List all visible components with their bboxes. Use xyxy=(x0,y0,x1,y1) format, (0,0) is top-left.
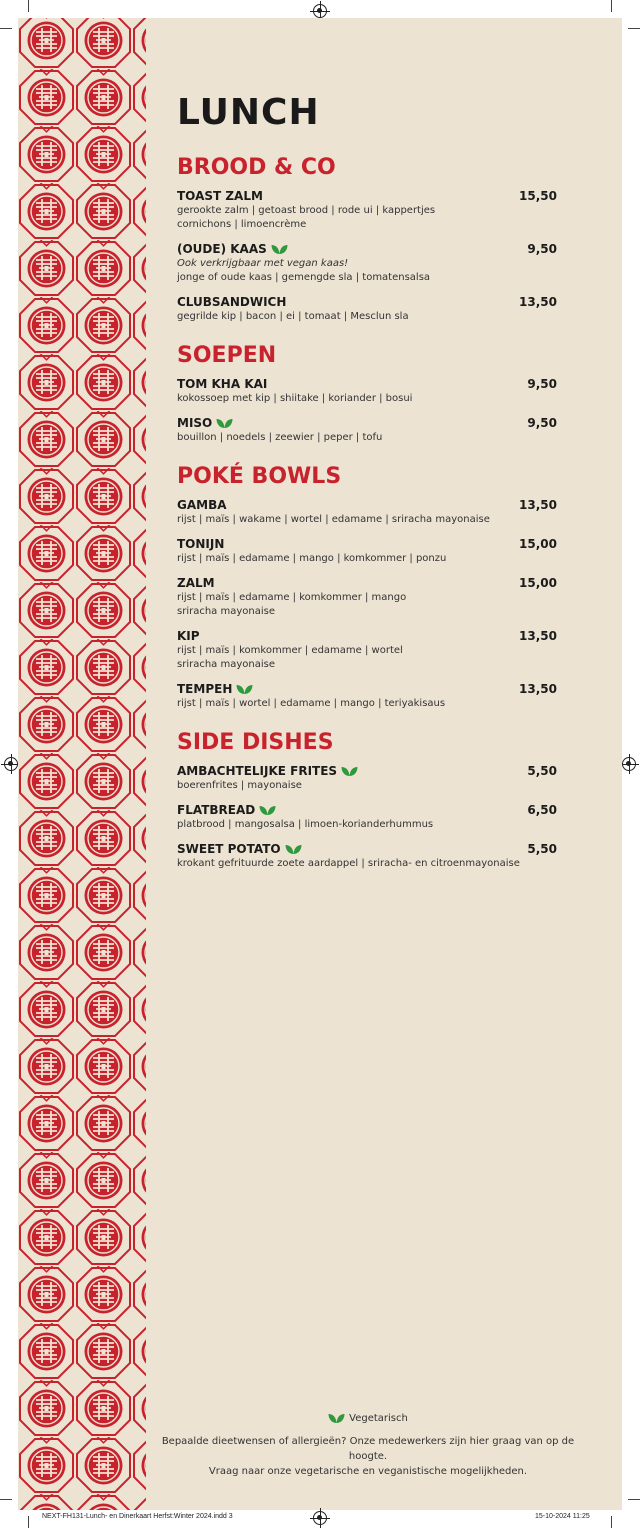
menu-item-description: rijst | maïs | wakame | wortel | edamame | sriracha mayonaise xyxy=(177,514,490,525)
menu-item-name xyxy=(177,536,224,552)
menu-item xyxy=(177,294,557,324)
leaf-icon xyxy=(216,418,233,429)
menu-item xyxy=(177,575,557,619)
section-title: POKÉ BOWLS xyxy=(177,464,342,489)
menu-item-description: rijst | maïs | komkommer | edamame | wortel xyxy=(177,645,403,656)
menu-item-description: platbrood | mangosalsa | limoen-korianderhummus xyxy=(177,819,434,830)
menu-item-name xyxy=(177,841,302,857)
menu-item-price: 6,50 xyxy=(527,803,557,817)
menu-page xyxy=(18,18,622,1510)
menu-item xyxy=(177,763,557,793)
menu-item-label: MISO xyxy=(177,416,213,430)
menu-item-price: 9,50 xyxy=(527,242,557,256)
menu-item-label: TEMPEH xyxy=(177,682,233,696)
registration-mark-icon xyxy=(313,1511,327,1525)
menu-item xyxy=(177,628,557,672)
menu-item-label: SWEET POTATO xyxy=(177,842,281,856)
registration-mark-icon xyxy=(313,4,327,18)
menu-item-price: 15,00 xyxy=(519,576,557,590)
menu-item-row xyxy=(177,841,557,857)
menu-item xyxy=(177,536,557,566)
menu-item-price: 13,50 xyxy=(519,295,557,309)
menu-item xyxy=(177,415,557,445)
menu-section xyxy=(177,154,557,324)
menu-item-price: 13,50 xyxy=(519,498,557,512)
menu-item-row xyxy=(177,802,557,818)
menu-item-description: rijst | maïs | edamame | komkommer | mango xyxy=(177,592,407,603)
menu-item-label: KIP xyxy=(177,629,200,643)
menu-item-description: gegrilde kip | bacon | ei | tomaat | Mesclun sla xyxy=(177,311,409,322)
section-title: SIDE DISHES xyxy=(177,730,334,755)
section-title: BROOD & CO xyxy=(177,155,336,180)
menu-item-row xyxy=(177,294,557,310)
menu-content xyxy=(177,90,557,880)
menu-item-description: jonge of oude kaas | gemengde sla | tomatensalsa xyxy=(177,272,431,283)
menu-item-name xyxy=(177,188,263,204)
menu-item-name xyxy=(177,763,358,779)
menu-item-description: gerookte zalm | getoast brood | rode ui | kappertjes xyxy=(177,205,436,216)
menu-item-description: rijst | maïs | edamame | mango | komkommer | ponzu xyxy=(177,553,447,564)
menu-item-label: TOM KHA KAI xyxy=(177,377,268,391)
menu-item-description: rijst | maïs | wortel | edamame | mango | teriyakisaus xyxy=(177,698,446,709)
menu-item xyxy=(177,376,557,406)
vegan-note: Vraag naar onze vegetarische en veganistische mogelijkheden. xyxy=(208,1466,528,1477)
crop-mark xyxy=(628,1499,640,1500)
menu-item-name xyxy=(177,802,276,818)
menu-item-label: TOAST ZALM xyxy=(177,189,263,203)
crop-mark xyxy=(611,0,612,12)
crop-mark xyxy=(628,28,640,29)
leaf-icon xyxy=(236,684,253,695)
slug-date: 15-10-2024 11:25 xyxy=(535,1513,590,1520)
menu-sections xyxy=(177,154,557,871)
menu-item-row xyxy=(177,415,557,431)
menu-item xyxy=(177,497,557,527)
menu-item-name xyxy=(177,497,227,513)
registration-mark-icon xyxy=(4,757,18,771)
menu-item-price: 15,50 xyxy=(519,189,557,203)
crop-mark xyxy=(611,1516,612,1528)
crop-mark xyxy=(28,1516,29,1528)
menu-item xyxy=(177,188,557,232)
menu-item-label: TONIJN xyxy=(177,537,225,551)
menu-section xyxy=(177,463,557,711)
menu-item-row xyxy=(177,575,557,591)
menu-item-row xyxy=(177,536,557,552)
leaf-icon xyxy=(271,244,288,255)
legend-label: Vegetarisch xyxy=(349,1413,408,1424)
menu-item-name xyxy=(177,294,286,310)
legend xyxy=(150,1411,586,1426)
menu-item-row xyxy=(177,681,557,697)
section-title: SOEPEN xyxy=(177,343,277,368)
leaf-icon xyxy=(328,1413,345,1424)
menu-item-label: GAMBA xyxy=(177,498,227,512)
page-title: LUNCH xyxy=(177,92,320,133)
menu-item-label: (OUDE) KAAS xyxy=(177,242,267,256)
menu-item-description: kokossoep met kip | shiitake | koriander | bosui xyxy=(177,393,413,404)
menu-item-name xyxy=(177,376,267,392)
menu-item-price: 13,50 xyxy=(519,629,557,643)
menu-item-price: 9,50 xyxy=(527,377,557,391)
menu-item-description: bouillon | noedels | zeewier | peper | tofu xyxy=(177,432,383,443)
slug-filename: NEXT-FH131-Lunch- en Dinerkaart Herfst:Winter 2024.indd 3 xyxy=(42,1513,233,1520)
crop-mark xyxy=(0,1499,12,1500)
menu-section xyxy=(177,342,557,445)
allergy-note: Bepaalde dieetwensen of allergieën? Onze medewerkers zijn hier graag van op de hoogte. xyxy=(161,1436,575,1462)
menu-item-label: CLUBSANDWICH xyxy=(177,295,287,309)
menu-item-label: AMBACHTELIJKE FRITES xyxy=(177,764,338,778)
footer xyxy=(150,1411,586,1479)
menu-item-label: ZALM xyxy=(177,576,215,590)
menu-item-name xyxy=(177,681,253,697)
menu-item-description: boerenfrites | mayonaise xyxy=(177,780,302,791)
menu-item-row xyxy=(177,241,557,257)
menu-item-note: Ook verkrijgbaar met vegan kaas! xyxy=(177,258,349,269)
leaf-icon xyxy=(285,844,302,855)
crop-mark xyxy=(28,0,29,12)
menu-item-description: krokant gefrituurde zoete aardappel | sriracha- en citroenmayonaise xyxy=(177,858,520,869)
decorative-pattern xyxy=(18,18,146,1510)
menu-item xyxy=(177,802,557,832)
menu-item-label: FLATBREAD xyxy=(177,803,256,817)
menu-item-row xyxy=(177,628,557,644)
crop-mark xyxy=(0,28,12,29)
menu-item-description: sriracha mayonaise xyxy=(177,606,275,617)
menu-item-name xyxy=(177,241,288,257)
menu-item-price: 15,00 xyxy=(519,537,557,551)
menu-item-description: sriracha mayonaise xyxy=(177,659,275,670)
menu-item-price: 13,50 xyxy=(519,682,557,696)
menu-item-price: 9,50 xyxy=(527,416,557,430)
menu-item-row xyxy=(177,497,557,513)
menu-item xyxy=(177,681,557,711)
menu-item-row xyxy=(177,763,557,779)
leaf-icon xyxy=(341,766,358,777)
menu-item xyxy=(177,841,557,871)
menu-item-name xyxy=(177,575,215,591)
menu-item-name xyxy=(177,415,233,431)
menu-item xyxy=(177,241,557,285)
menu-item-description: cornichons | limoencrème xyxy=(177,219,307,230)
menu-section xyxy=(177,729,557,871)
menu-item-row xyxy=(177,188,557,204)
menu-item-row xyxy=(177,376,557,392)
menu-item-price: 5,50 xyxy=(527,842,557,856)
registration-mark-icon xyxy=(622,757,636,771)
menu-item-name xyxy=(177,628,200,644)
menu-item-price: 5,50 xyxy=(527,764,557,778)
leaf-icon xyxy=(259,805,276,816)
